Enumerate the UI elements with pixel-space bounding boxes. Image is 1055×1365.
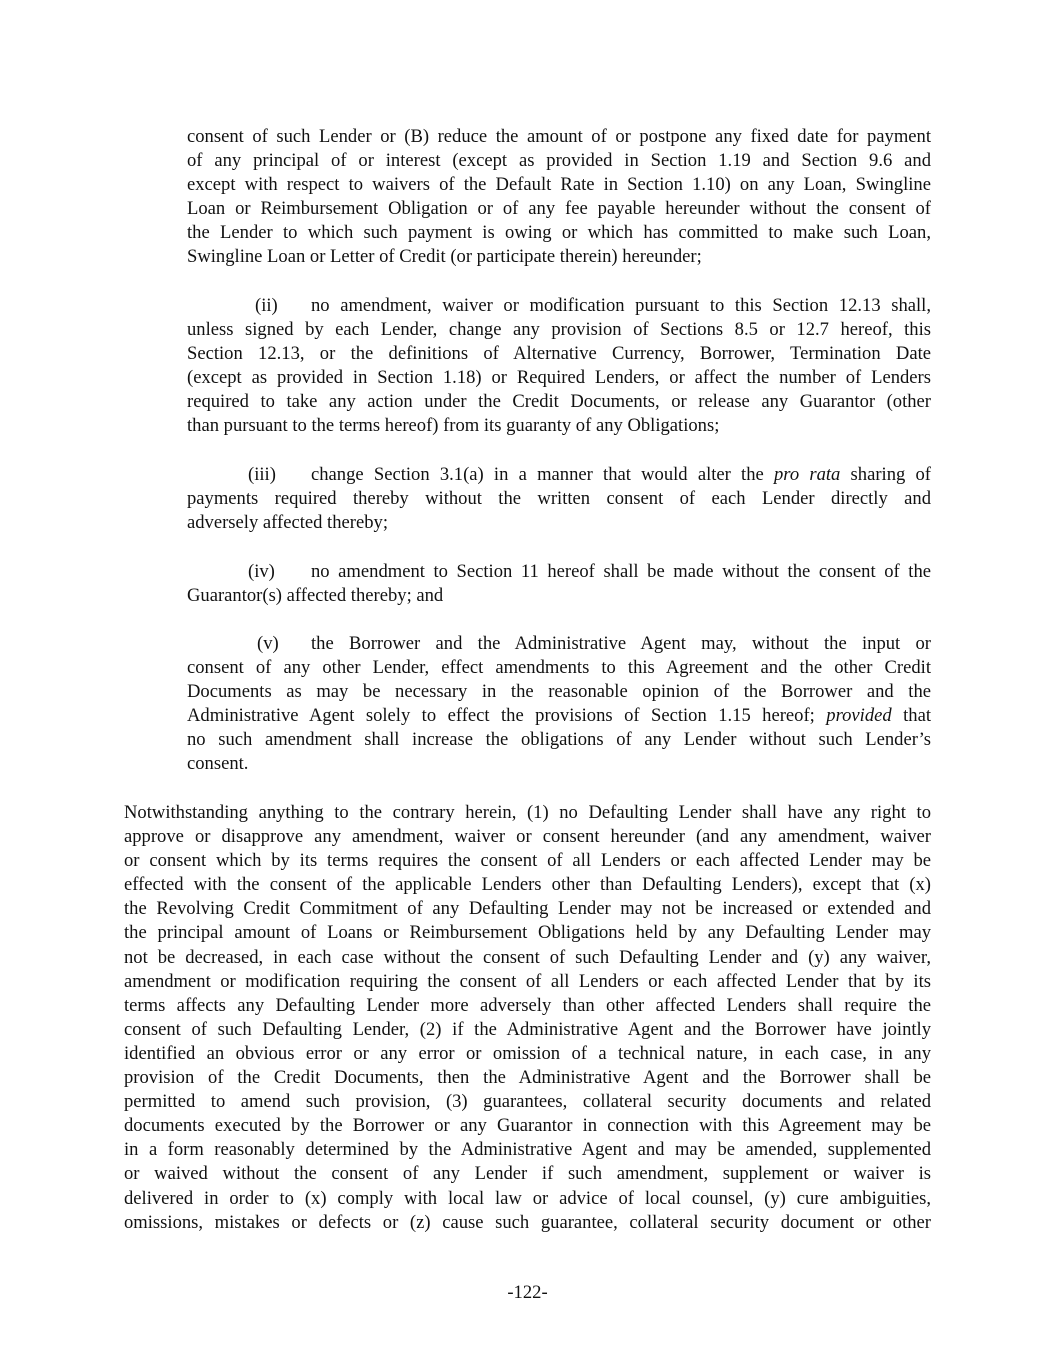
clause-ii xyxy=(187,294,931,439)
text-line: documents executed by the Borrower or any Guarantor in connection with this Agreement may be xyxy=(124,1115,931,1137)
text-line: payments required thereby without the written consent of each Lender directly and xyxy=(187,488,931,510)
text-line: Notwithstanding anything to the contrary herein, (1) no Defaulting Lender shall have any right to xyxy=(124,802,931,823)
text-line: Guarantor(s) affected thereby; and xyxy=(187,585,444,607)
clause-iv xyxy=(187,560,931,608)
text-line: no amendment, waiver or modification pursuant to this Section 12.13 shall, xyxy=(311,295,931,316)
paragraph-notwithstanding xyxy=(124,801,931,1235)
clause-v xyxy=(187,632,931,777)
text-line: identified an obvious error or any error or omission of a technical nature, in each case, in any xyxy=(124,1042,931,1064)
clause-iii xyxy=(187,463,931,535)
italic-text: pro rata xyxy=(773,464,841,485)
text-line: unless signed by each Lender, change any provision of Sections 8.5 or 12.7 hereof, this xyxy=(187,319,931,341)
text-line: of any principal of or interest (except as provided in Section 1.19 and Section 9.6 and xyxy=(187,150,931,172)
text-line: effected with the consent of the applicable Lenders other than Defaulting Lenders), except that (x) xyxy=(124,874,931,896)
text-line: than pursuant to the terms hereof) from its guaranty of any Obligations; xyxy=(187,415,720,437)
text-line: or waived without the consent of any Lender if such amendment, supplement or waiver is xyxy=(124,1163,931,1185)
text-segment: that xyxy=(891,705,931,727)
text-line: required to take any action under the Credit Documents, or release any Guarantor (other xyxy=(187,391,931,413)
text-segment: sharing of xyxy=(840,464,931,485)
page-number: -122- xyxy=(507,1282,548,1303)
clause-label-ii: (ii) xyxy=(255,295,278,316)
text-line: consent. xyxy=(187,753,249,775)
text-line: approve or disapprove any amendment, waiver or consent hereunder (and any amendment, waiver xyxy=(124,826,931,848)
text-line: except with respect to waivers of the Default Rate in Section 1.10) on any Loan, Swingline xyxy=(187,174,931,196)
text-line: in a form reasonably determined by the Administrative Agent and may be amended, supplemented xyxy=(124,1139,931,1161)
text-segment: change Section 3.1(a) in a manner that would alter the xyxy=(311,464,774,485)
text-line: delivered in order to (x) comply with local law or advice of local counsel, (y) cure ambiguities, xyxy=(124,1187,931,1209)
text-line: consent of any other Lender, effect amendments to this Agreement and the other Credit xyxy=(187,657,931,679)
text-line: no such amendment shall increase the obligations of any Lender without such Lender’s xyxy=(187,729,931,751)
text-line xyxy=(187,704,931,728)
text-segment: Administrative Agent solely to effect the provisions of Section 1.15 hereof; xyxy=(187,705,827,727)
text-line: consent of such Lender or (B) reduce the amount of or postpone any fixed date for payment xyxy=(187,126,931,147)
text-line: Documents as may be necessary in the reasonable opinion of the Borrower and the xyxy=(187,681,931,703)
text-line: the principal amount of Loans or Reimbursement Obligations held by any Defaulting Lender may xyxy=(124,922,931,944)
text-line: the Revolving Credit Commitment of any Defaulting Lender may not be increased or extended and xyxy=(124,898,931,920)
text-line: provision of the Credit Documents, then the Administrative Agent and the Borrower shall be xyxy=(124,1067,931,1089)
text-line: not be decreased, in each case without the consent of such Defaulting Lender and (y) any waiver, xyxy=(124,946,931,968)
text-line: or consent which by its terms requires the consent of all Lenders or each affected Lender may be xyxy=(124,850,931,872)
text-line: no amendment to Section 11 hereof shall be made without the consent of the xyxy=(311,561,931,582)
text-line xyxy=(311,463,931,487)
text-line: consent of such Defaulting Lender, (2) if the Administrative Agent and the Borrower have jointly xyxy=(124,1018,931,1040)
clause-label-iv: (iv) xyxy=(248,561,275,582)
text-line: terms affects any Defaulting Lender more adversely than other affected Lenders shall require the xyxy=(124,994,931,1016)
text-line: the Borrower and the Administrative Agent may, without the input or xyxy=(311,633,931,654)
text-line: amendment or modification requiring the consent of all Lenders or each affected Lender that by its xyxy=(124,970,931,992)
text-line: Section 12.13, or the definitions of Alternative Currency, Borrower, Termination Date xyxy=(187,343,931,365)
italic-text: provided xyxy=(826,705,892,727)
text-line: permitted to amend such provision, (3) guarantees, collateral security documents and related xyxy=(124,1091,931,1113)
clause-label-v: (v) xyxy=(257,633,279,654)
text-line: omissions, mistakes or defects or (z) cause such guarantee, collateral security document or other xyxy=(124,1211,931,1233)
text-line: adversely affected thereby; xyxy=(187,512,388,534)
text-line: the Lender to which such payment is owing or which has committed to make such Loan, xyxy=(187,222,931,244)
clause-label-iii: (iii) xyxy=(248,464,276,485)
text-line: Loan or Reimbursement Obligation or of any fee payable hereunder without the consent of xyxy=(187,198,931,220)
text-line: Swingline Loan or Letter of Credit (or participate therein) hereunder; xyxy=(187,246,702,268)
text-line: (except as provided in Section 1.18) or Required Lenders, or affect the number of Lenders xyxy=(187,367,931,389)
paragraph-continuation xyxy=(187,125,931,270)
